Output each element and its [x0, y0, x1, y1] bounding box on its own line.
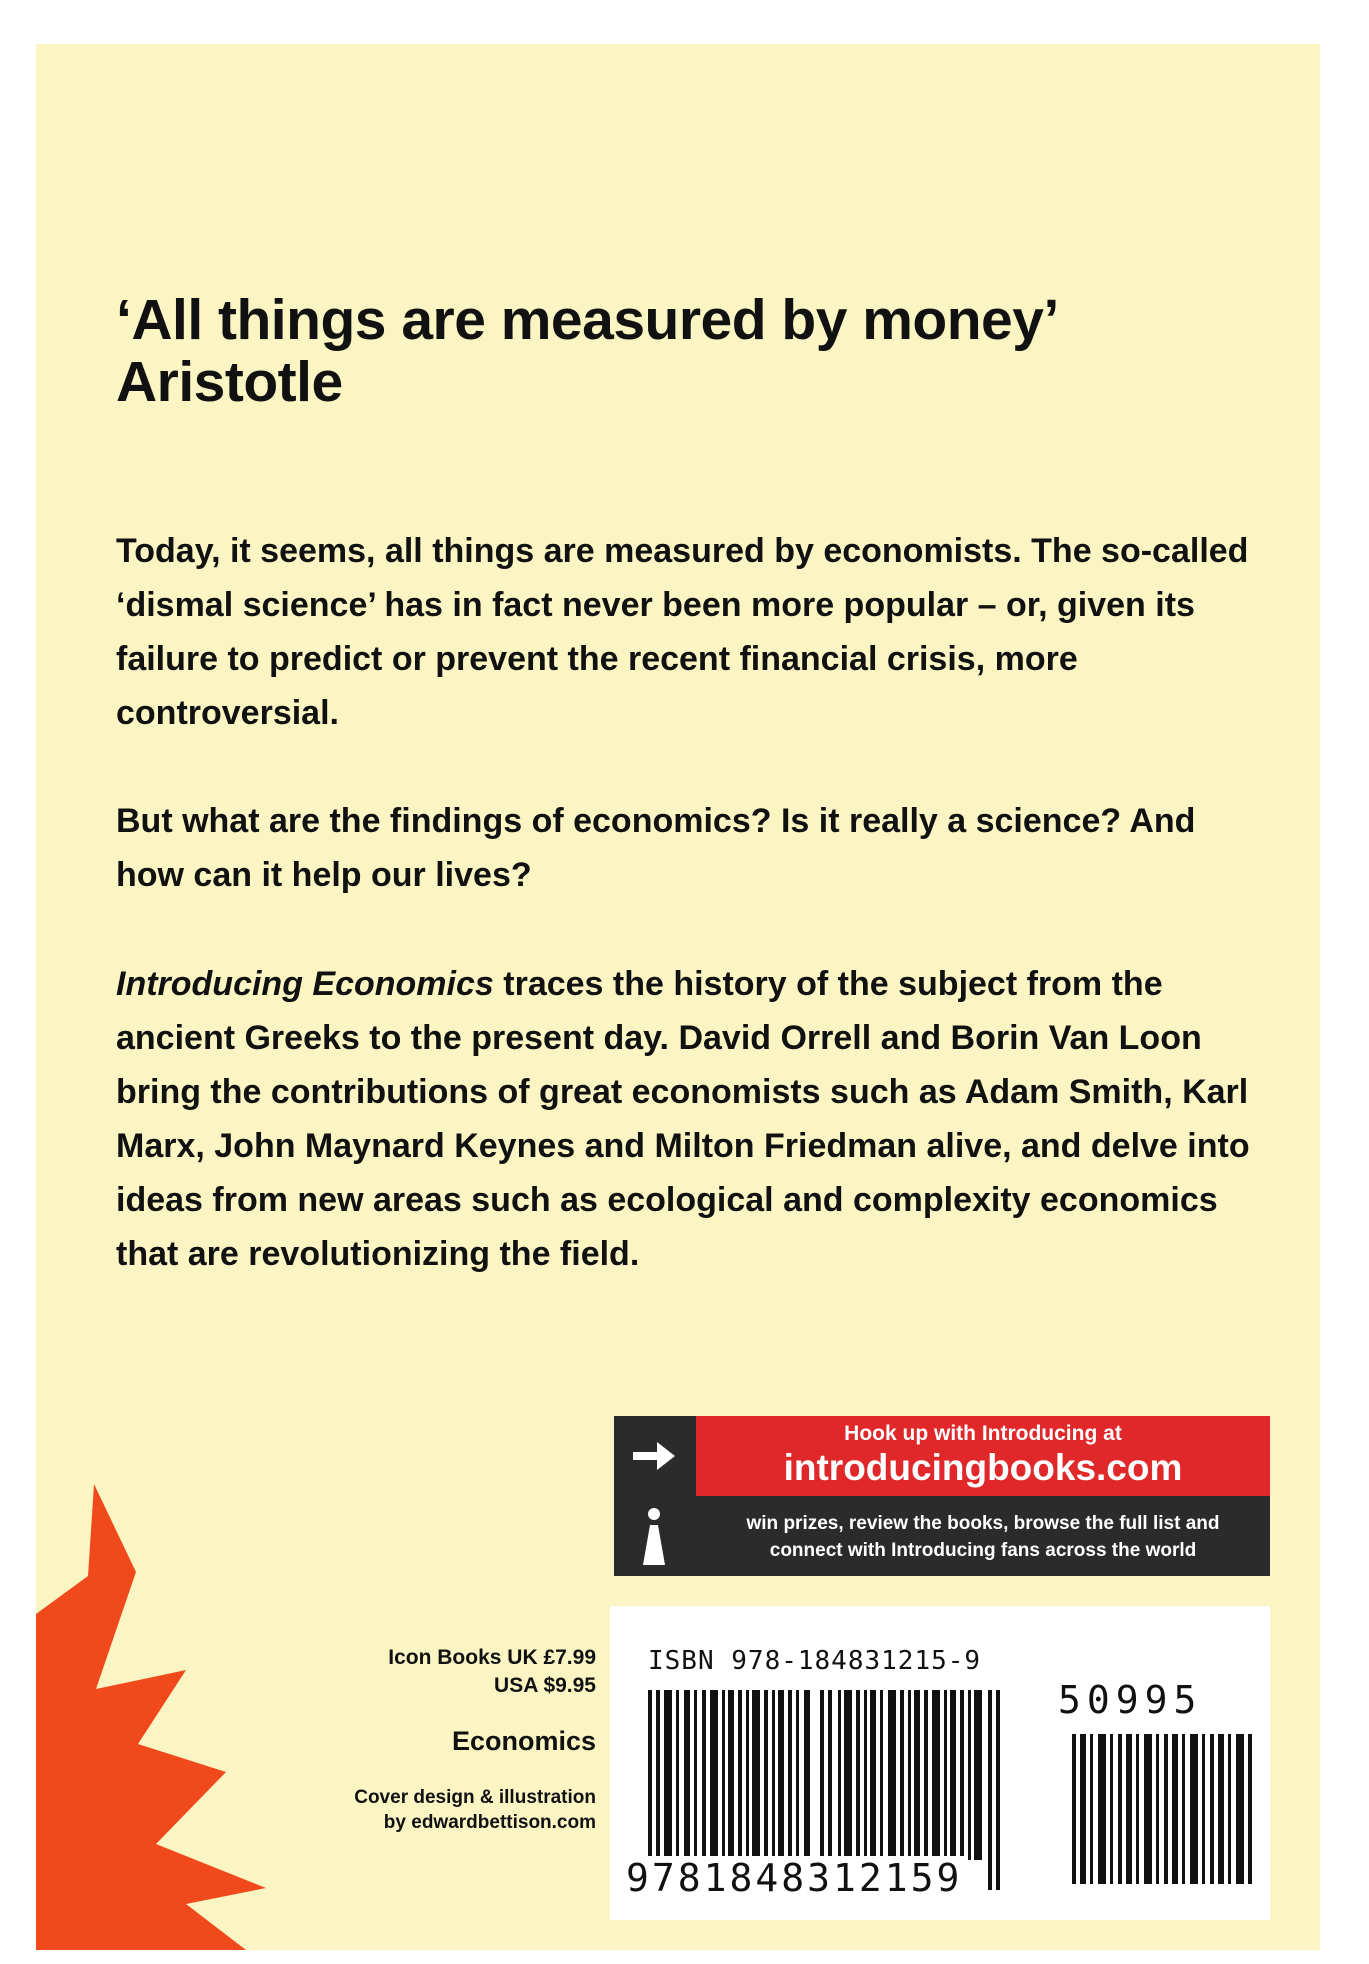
cover-quote [116, 289, 1266, 413]
promo-info-panel [696, 1498, 1270, 1576]
blurb-paragraph-1: Today, it seems, all things are measured by economists. The so-called ‘dismal science’ has in fact never been more popular – or, given its failure to predict or prevent the recent financial crisis, more controversial. [116, 532, 1249, 732]
promo-info-line-1: win prizes, review the books, browse the full list and [746, 1513, 1220, 1534]
quote-text: ‘All things are measured by money’ [116, 288, 1059, 352]
promo-headline-panel [696, 1416, 1270, 1496]
price-block [276, 1644, 596, 1700]
book-category: Economics [451, 1726, 596, 1756]
price-uk: Icon Books UK £7.99 [388, 1646, 596, 1669]
promo-heading: Hook up with Introducing at [844, 1422, 1122, 1445]
website-promo-box [614, 1416, 1270, 1576]
barcode-price-code: 50995 [1058, 1678, 1203, 1722]
blurb-paragraph-3 [116, 957, 1266, 1281]
blurb-paragraph-3-text: traces the history of the subject from the ancient Greeks to the present day. David Orrell and Borin Van Loon bring the contributions of great economists such as Adam Smith, Karl Marx, John Maynard Keynes and Milton Friedman alive, and delve into ideas from new areas such as ecological and complexity economics that are revolutionizing the field. [116, 965, 1250, 1273]
promo-info-line-2: connect with Introducing fans across the world [769, 1540, 1197, 1561]
blurb-paragraph-2: But what are the findings of economics? Is it really a science? And how can it help our lives? [116, 802, 1196, 894]
book-title: Introducing Economics [116, 965, 494, 1003]
cover-credits [236, 1785, 596, 1835]
ean-barcode-digits [624, 1856, 964, 1900]
isbn-number: ISBN 978-184831215-9 [648, 1646, 982, 1676]
price-addon-barcode [1072, 1734, 1254, 1884]
info-icon [614, 1498, 694, 1576]
promo-website-link[interactable]: introducingbooks.com [783, 1447, 1183, 1488]
isbn-barcode-panel [610, 1606, 1270, 1920]
back-cover [36, 44, 1320, 1950]
arrow-right-icon [614, 1416, 694, 1496]
credits-line-1: Cover design & illustration [354, 1787, 596, 1808]
quote-author: Aristotle [116, 350, 343, 414]
ean-digits-text: 9781848312159 [626, 1856, 963, 1900]
credits-line-2: by edwardbettison.com [383, 1812, 596, 1833]
price-usa: USA $9.95 [494, 1674, 596, 1697]
red-starburst-illustration [36, 1484, 396, 1950]
